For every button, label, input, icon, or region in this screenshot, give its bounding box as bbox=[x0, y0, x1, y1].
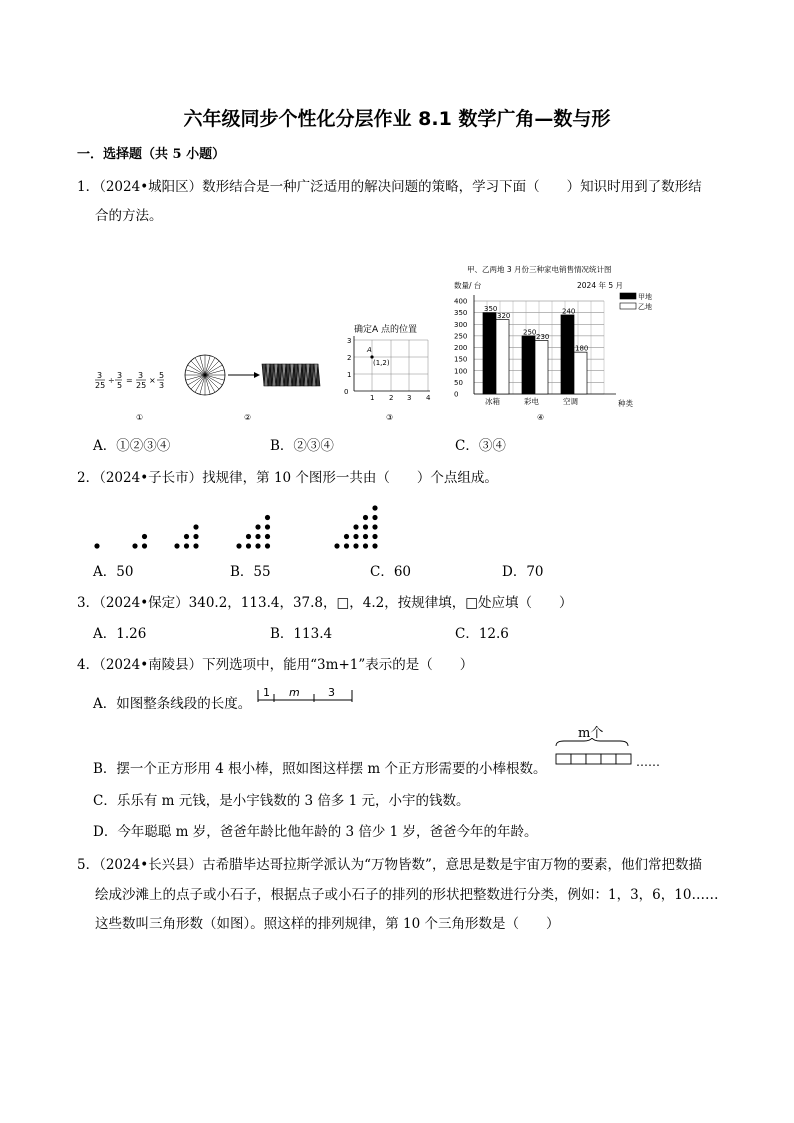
q2-option-d[interactable]: D．70 bbox=[502, 564, 544, 580]
chart-date: 2024 年 5 月 bbox=[577, 281, 624, 290]
q4-brace-label: m个 bbox=[578, 726, 604, 741]
chart-ytick: 350 bbox=[454, 309, 468, 318]
chart-category-label: 彩电 bbox=[524, 397, 539, 406]
q1-label-3: ③ bbox=[386, 413, 394, 422]
chart-ytick: 100 bbox=[454, 367, 468, 376]
fig3-ytick-3: 3 bbox=[347, 337, 352, 345]
svg-text:3: 3 bbox=[97, 371, 103, 380]
chart-bar-2-1 bbox=[574, 352, 587, 394]
q1-label-1: ① bbox=[136, 413, 144, 422]
q2-dot bbox=[363, 543, 368, 548]
svg-text:÷: ÷ bbox=[108, 376, 115, 385]
q2-dot bbox=[363, 515, 368, 520]
q2-dot bbox=[363, 524, 368, 529]
chart-bar-0-1 bbox=[496, 320, 509, 394]
seg-label-m: m bbox=[289, 686, 300, 699]
chart-ytick: 200 bbox=[454, 344, 468, 352]
q1-stem-line1: 1．（2024•城阳区）数形结合是一种广泛适用的解决问题的策略，学习下面（ ）知识时用到了数形结 bbox=[77, 179, 702, 195]
section-heading: 一．选择题（共 5 小题） bbox=[77, 147, 226, 162]
q2-dot bbox=[174, 543, 179, 548]
fig3-xtick-2: 2 bbox=[389, 394, 394, 402]
q2-dot bbox=[246, 543, 251, 548]
q2-dot bbox=[353, 534, 358, 539]
chart-category-label: 冰箱 bbox=[485, 397, 500, 406]
q2-dot bbox=[265, 534, 270, 539]
q2-dot bbox=[353, 524, 358, 529]
svg-text:3: 3 bbox=[159, 381, 165, 390]
q2-stem: 2．（2024•子长市）找规律，第 10 个图形一共由（ ）个点组成。 bbox=[77, 470, 498, 486]
q4-option-c[interactable]: C．乐乐有 m 元钱，是小宇钱数的 3 倍多 1 元，小宇的钱数。 bbox=[93, 793, 470, 809]
q5-stem-line2: 绘成沙滩上的点子或小石子，根据点子或小石子的排列的形状把整数进行分类，例如：1，3，6，10…… bbox=[95, 887, 719, 903]
svg-text:5: 5 bbox=[117, 381, 123, 390]
q1-label-4: ④ bbox=[537, 413, 545, 422]
q3-option-a[interactable]: A．1.26 bbox=[93, 626, 147, 642]
q4-stem: 4．（2024•南陵县）下列选项中，能用“3m+1”表示的是（ ） bbox=[77, 657, 474, 673]
chart-ylabel: 数量/ 台 bbox=[454, 281, 482, 290]
q2-dot bbox=[344, 534, 349, 539]
q2-dot bbox=[372, 515, 377, 520]
q1-fig1-formula bbox=[93, 370, 183, 396]
svg-text:25: 25 bbox=[95, 381, 106, 390]
svg-text:3: 3 bbox=[117, 371, 123, 380]
q1-fig4-bar-chart bbox=[452, 263, 672, 417]
fig3-xtick-3: 3 bbox=[407, 394, 412, 402]
q5-stem-line3: 这些数叫三角形数（如图）。照这样的排列规律，第 10 个三角形数是（ ） bbox=[95, 916, 560, 932]
fig3-xtick-1: 1 bbox=[370, 394, 375, 402]
chart-data-label: 350 bbox=[484, 305, 498, 314]
q2-dot bbox=[255, 524, 260, 529]
q1-option-c[interactable]: C．③④ bbox=[455, 438, 506, 454]
q2-dot bbox=[265, 524, 270, 529]
q2-option-b[interactable]: B．55 bbox=[230, 564, 271, 580]
q2-dot bbox=[363, 534, 368, 539]
chart-data-label: 320 bbox=[497, 312, 511, 321]
chart-bar-1-0 bbox=[522, 336, 535, 394]
q2-dot bbox=[372, 543, 377, 548]
q2-dot bbox=[353, 543, 358, 548]
chart-data-label: 240 bbox=[562, 307, 576, 316]
q4-ellipsis: …… bbox=[636, 755, 660, 769]
chart-bar-0-0 bbox=[483, 313, 496, 394]
q2-dot bbox=[142, 534, 147, 539]
fig3-xtick-4: 4 bbox=[426, 394, 431, 402]
q2-option-c[interactable]: C．60 bbox=[370, 564, 412, 580]
q2-dot bbox=[142, 543, 147, 548]
q1-option-a[interactable]: A．①②③④ bbox=[93, 438, 171, 454]
chart-title: 甲、乙两地 3 月份三种家电销售情况统计图 bbox=[467, 265, 612, 274]
q2-dot bbox=[246, 534, 251, 539]
chart-ytick: 300 bbox=[454, 320, 468, 329]
q2-dot bbox=[255, 534, 260, 539]
chart-bar-2-0 bbox=[561, 315, 574, 394]
fig3-coord-label: (1,2) bbox=[373, 359, 390, 367]
q1-fig3-title: 确定A 点的位置 bbox=[354, 325, 418, 335]
q1-option-b[interactable]: B．②③④ bbox=[270, 438, 334, 454]
page-title: 六年级同步个性化分层作业 8.1 数学广角—数与形 bbox=[183, 108, 611, 130]
q2-dot bbox=[265, 543, 270, 548]
chart-category-label: 空调 bbox=[563, 397, 578, 406]
chart-data-label: 180 bbox=[575, 344, 589, 353]
q2-dot bbox=[193, 524, 198, 529]
q2-dot bbox=[193, 543, 198, 548]
fig3-point-label: A bbox=[367, 346, 372, 354]
q2-dot bbox=[372, 505, 377, 510]
q2-dot bbox=[372, 534, 377, 539]
chart-ytick: 0 bbox=[454, 390, 459, 399]
q3-option-b[interactable]: B．113.4 bbox=[270, 626, 333, 642]
q2-option-a[interactable]: A．50 bbox=[93, 564, 134, 580]
svg-text:3: 3 bbox=[138, 371, 144, 380]
q1-fig2-circle-rearrange bbox=[182, 352, 322, 406]
q2-dot bbox=[193, 534, 198, 539]
q3-option-c[interactable]: C．12.6 bbox=[455, 626, 509, 642]
svg-text:5: 5 bbox=[159, 371, 165, 380]
q2-dot bbox=[255, 543, 260, 548]
legend-swatch-yi bbox=[620, 303, 636, 309]
q2-dot bbox=[372, 524, 377, 529]
q2-dot bbox=[94, 543, 99, 548]
svg-text:25: 25 bbox=[136, 381, 147, 390]
q2-dot bbox=[265, 515, 270, 520]
chart-ytick: 50 bbox=[454, 378, 463, 387]
q4-option-d[interactable]: D．今年聪聪 m 岁，爸爸年龄比他年龄的 3 倍少 1 岁，爸爸今年的年龄。 bbox=[93, 824, 538, 840]
q2-dot-pattern bbox=[90, 488, 400, 556]
q1-fig3-grid bbox=[342, 332, 437, 408]
q2-dot bbox=[334, 543, 339, 548]
chart-bar-1-1 bbox=[535, 341, 548, 394]
q2-dot bbox=[184, 543, 189, 548]
chart-ytick: 400 bbox=[454, 297, 468, 306]
legend-swatch-jia bbox=[620, 293, 636, 299]
fig3-ytick-1: 1 bbox=[347, 371, 352, 379]
chart-data-label: 250 bbox=[523, 328, 537, 337]
q4-option-a[interactable]: A．如图整条线段的长度。 bbox=[93, 696, 252, 712]
q3-stem: 3．（2024•保定）340.2，113.4，37.8，□，4.2，按规律填，□处应填（ ） bbox=[77, 595, 573, 611]
q4-squares-figure bbox=[554, 738, 644, 774]
q1-stem-line2: 合的方法。 bbox=[95, 208, 163, 224]
svg-text:=: = bbox=[126, 376, 133, 385]
q1-label-2: ② bbox=[244, 413, 252, 422]
q4-option-b[interactable]: B．摆一个正方形用 4 根小棒，照如图这样摆 m 个正方形需要的小棒根数。 bbox=[93, 761, 547, 777]
q2-dot bbox=[184, 534, 189, 539]
fig3-ytick-0: 0 bbox=[344, 388, 349, 396]
chart-data-label: 230 bbox=[536, 333, 550, 342]
chart-ytick: 150 bbox=[454, 355, 468, 364]
q4-segment-figure bbox=[256, 684, 356, 710]
legend-label-jia: 甲地 bbox=[638, 293, 652, 301]
chart-ytick: 250 bbox=[454, 332, 468, 341]
seg-label-3: 3 bbox=[328, 686, 335, 699]
q5-stem-line1: 5．（2024•长兴县）古希腊毕达哥拉斯学派认为“万物皆数”，意思是数是宇宙万物的要素，他们常把数描 bbox=[77, 857, 702, 873]
q2-dot bbox=[236, 543, 241, 548]
svg-text:×: × bbox=[149, 376, 156, 385]
fig3-ytick-2: 2 bbox=[347, 354, 352, 362]
legend-label-yi: 乙地 bbox=[638, 303, 652, 311]
q2-dot bbox=[132, 543, 137, 548]
chart-xlabel: 种类 bbox=[618, 399, 633, 408]
seg-label-1: 1 bbox=[263, 686, 270, 699]
q2-dot bbox=[344, 543, 349, 548]
